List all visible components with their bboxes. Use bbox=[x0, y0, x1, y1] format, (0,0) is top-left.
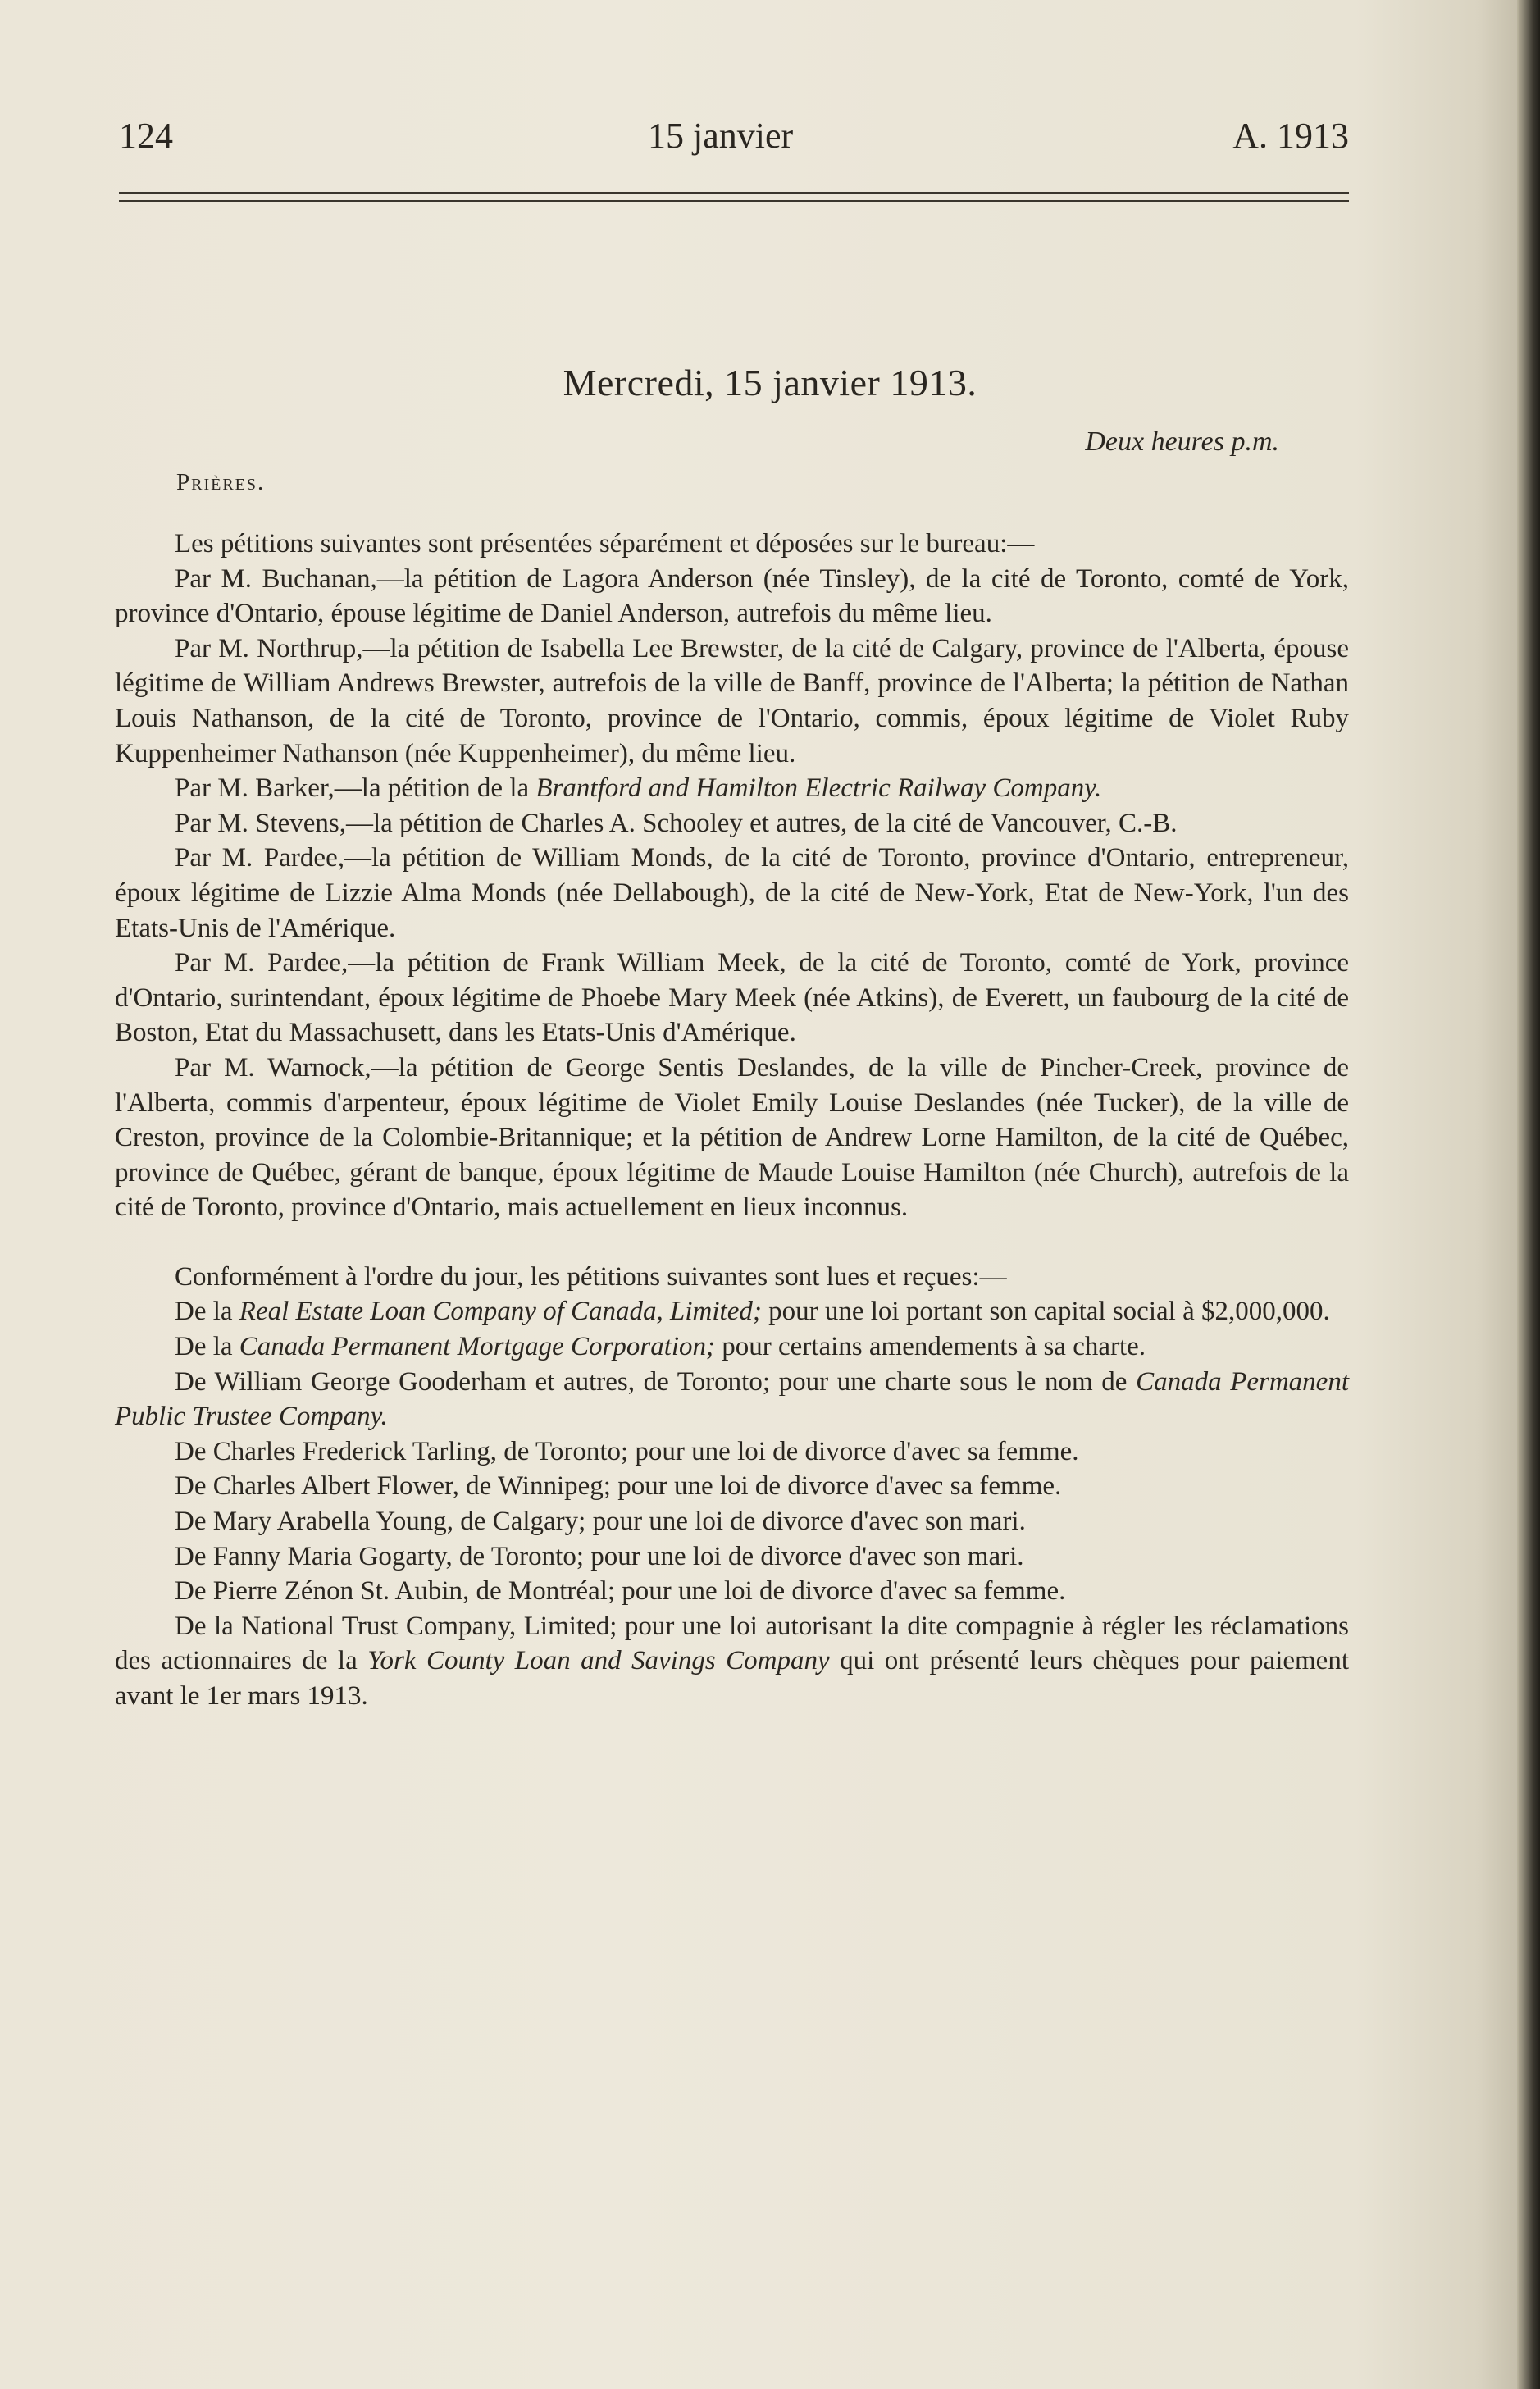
book-binding-shadow bbox=[1517, 0, 1540, 2389]
italic-run: Canada Permanent Public Trustee Company. bbox=[115, 1366, 1349, 1432]
paragraph: De Charles Frederick Tarling, de Toronto; pour une loi de divorce d'avec sa femme. bbox=[175, 1436, 1079, 1466]
sitting-date-title: Mercredi, 15 janvier 1913. bbox=[563, 362, 977, 403]
paragraph bbox=[115, 1294, 1349, 1329]
prayers-heading: Prières. bbox=[176, 469, 266, 495]
text-run: De la bbox=[175, 1332, 239, 1362]
paragraph bbox=[115, 1365, 1349, 1434]
text-run: Par M. Barker,—la pétition de la bbox=[175, 773, 536, 804]
italic-run: Real Estate Loan Company of Canada, Limited; bbox=[239, 1297, 762, 1327]
italic-run: Canada Permanent Mortgage Corporation; bbox=[239, 1332, 716, 1362]
paragraph: Par M. Stevens,—la pétition de Charles A. Schooley et autres, de la cité de Vancouver, C.-B. bbox=[175, 808, 1178, 838]
paragraph: De Charles Albert Flower, de Winnipeg; pour une loi de divorce d'avec sa femme. bbox=[175, 1471, 1062, 1502]
section-gap bbox=[115, 1225, 1349, 1260]
document-body bbox=[115, 527, 1349, 1714]
italic-run: York County Loan and Savings Company bbox=[367, 1646, 830, 1676]
text-run: De la bbox=[175, 1297, 239, 1327]
text-run: pour certains amendements à sa charte. bbox=[715, 1332, 1146, 1362]
sitting-time: Deux heures p.m. bbox=[1085, 426, 1279, 457]
text-run: De la National Trust Company, Limited; pour une loi autorisant la dite compagnie à régler les réclamations des actionnaires de la bbox=[115, 1611, 1349, 1676]
header-date: 15 janvier bbox=[648, 116, 794, 156]
paragraph: Par M. Pardee,—la pétition de William Monds, de la cité de Toronto, province d'Ontario, entrepreneur, époux légitime de Lizzie Alma Monds (née Dellabough), de la cité de New-York, Etat de New-York, l'un des Etats-Unis de l'Amérique. bbox=[115, 843, 1349, 943]
paragraph: De Mary Arabella Young, de Calgary; pour une loi de divorce d'avec son mari. bbox=[175, 1507, 1026, 1537]
header-rule-top bbox=[119, 192, 1349, 194]
text-run: qui ont présenté leurs chèques pour paiement avant le 1er mars 1913. bbox=[115, 1646, 1349, 1711]
header-year: A. 1913 bbox=[1232, 116, 1349, 156]
paragraph: De Fanny Maria Gogarty, de Toronto; pour une loi de divorce d'avec son mari. bbox=[175, 1541, 1024, 1571]
paragraph: Conformément à l'ordre du jour, les pétitions suivantes sont lues et reçues:— bbox=[175, 1261, 1007, 1292]
paragraph: Par M. Pardee,—la pétition de Frank William Meek, de la cité de Toronto, comté de York, province d'Ontario, surintendant, époux légitime de Phoebe Mary Meek (née Atkins), de Everett, un faubourg de la cité de Boston, Etat du Massachusett, dans les Etats-Unis d'Amérique. bbox=[115, 948, 1349, 1048]
paragraph: Par M. Warnock,—la pétition de George Sentis Deslandes, de la ville de Pincher-Creek, province de l'Alberta, commis d'arpenteur, époux légitime de Violet Emily Louise Deslandes (née Tucker), de la ville de Creston, province de la Colombie-Britannique; et la pétition de Andrew Lorne Hamilton, de la cité de Québec, province de Québec, gérant de banque, époux légitime de Maude Louise Hamilton (née Church), autrefois de la cité de Toronto, province d'Ontario, mais actuellement en lieux inconnus. bbox=[115, 1052, 1349, 1223]
text-run: De William George Gooderham et autres, de Toronto; pour une charte sous le nom de bbox=[175, 1366, 1137, 1397]
paragraph bbox=[115, 771, 1349, 806]
text-run: pour une loi portant son capital social à $2,000,000. bbox=[761, 1297, 1330, 1327]
paragraph: Par M. Northrup,—la pétition de Isabella Lee Brewster, de la cité de Calgary, province de l'Alberta, épouse légitime de William Andrews Brewster, autrefois de la ville de Banff, province de l'Alberta; la pétition de Nathan Louis Nathanson, de la cité de Toronto, province de l'Ontario, commis, époux légitime de Violet Ruby Kuppenheimer Nathanson (née Kuppenheimer), du même lieu. bbox=[115, 633, 1349, 768]
italic-run: Brantford and Hamilton Electric Railway Company. bbox=[535, 773, 1102, 804]
paragraph: De Pierre Zénon St. Aubin, de Montréal; pour une loi de divorce d'avec sa femme. bbox=[175, 1576, 1066, 1607]
header-rule-bottom bbox=[119, 200, 1349, 202]
paragraph: Par M. Buchanan,—la pétition de Lagora Anderson (née Tinsley), de la cité de Toronto, comté de York, province d'Ontario, épouse légitime de Daniel Anderson, autrefois du même lieu. bbox=[115, 563, 1349, 629]
running-header bbox=[119, 115, 1349, 164]
page-number: 124 bbox=[119, 116, 173, 156]
paragraph bbox=[115, 1609, 1349, 1714]
paragraph bbox=[115, 1329, 1349, 1365]
paragraph: Les pétitions suivantes sont présentées séparément et déposées sur le bureau:— bbox=[175, 529, 1035, 558]
